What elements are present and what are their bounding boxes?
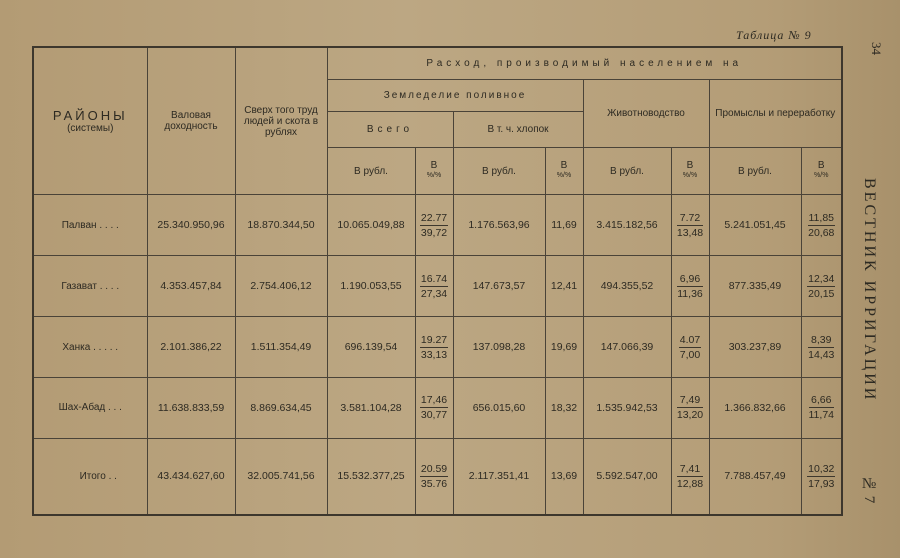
header-cotton-pct: [545, 148, 583, 195]
table-row: [33, 256, 842, 317]
pct-a: 19.27: [420, 333, 448, 346]
crafts-pct: [801, 256, 842, 317]
pct-label: В: [817, 160, 825, 172]
livestock-pct: [671, 317, 709, 378]
farming-total-pct: [415, 317, 453, 378]
pct-a: 20.59: [420, 462, 448, 475]
livestock-pct: [671, 377, 709, 438]
crafts-pct: [801, 377, 842, 438]
header-cotton-rub: В рубл.: [453, 148, 545, 195]
pct-b: 11,74: [808, 409, 834, 422]
crafts-pct: [801, 317, 842, 378]
pct-b: 35.76: [420, 477, 448, 490]
pct-a: 8,39: [808, 333, 834, 348]
cotton-pct: 18,32: [545, 377, 583, 438]
regions-title: РАЙОНЫ: [52, 108, 128, 124]
crafts-pct: [801, 195, 842, 256]
livestock-rub: 147.066,39: [583, 317, 671, 378]
pct-a: 7,41: [677, 462, 703, 477]
issue-number: № 7: [861, 476, 877, 504]
pct-b: 14,43: [808, 348, 835, 361]
header-livestock-rub: В рубл.: [583, 148, 671, 195]
regions-subtitle: (системы): [67, 123, 114, 135]
gross-income: 2.101.386,22: [147, 317, 235, 378]
pct-label: В: [686, 160, 694, 172]
livestock-pct: [671, 256, 709, 317]
pct-b: 30,77: [420, 409, 448, 422]
cotton-pct: 19,69: [545, 317, 583, 378]
crafts-rub: 5.241.051,45: [709, 195, 801, 256]
farming-total-rub: 3.581.104,28: [327, 377, 415, 438]
farming-total-rub: 10.065.049,88: [327, 195, 415, 256]
livestock-rub: 1.535.942,53: [583, 377, 671, 438]
header-expenses: Расход, производимый населением на: [327, 47, 842, 79]
pct-b: 20,15: [808, 287, 835, 300]
cotton-rub: 137.098,28: [453, 317, 545, 378]
livestock-rub: 494.355,52: [583, 256, 671, 317]
pct-a: 4.07: [679, 333, 701, 346]
pct-b: 39,72: [420, 226, 448, 239]
gross-income: 25.340.950,96: [147, 195, 235, 256]
pct-a: 16.74: [420, 272, 448, 285]
crafts-rub: 7.788.457,49: [709, 438, 801, 515]
header-gross-income: Валовая доходность: [147, 47, 235, 195]
labor-cost: 1.511.354,49: [235, 317, 327, 378]
region-name: Газават . . . .: [33, 256, 147, 317]
header-total-pct: [415, 148, 453, 195]
pct-b: 13,20: [676, 409, 704, 422]
header-labor-cost: Сверх того труд людей и скота в рублях: [235, 47, 327, 195]
farming-total-rub: 696.139,54: [327, 317, 415, 378]
labor-cost: 32.005.741,56: [235, 438, 327, 515]
table-row: [33, 317, 842, 378]
cotton-pct: 13,69: [545, 438, 583, 515]
farming-total-rub: 1.190.053,55: [327, 256, 415, 317]
cotton-pct: 12,41: [545, 256, 583, 317]
pct-unit: %/%: [814, 172, 829, 180]
pct-unit: %/%: [556, 172, 572, 180]
pct-unit: %/%: [682, 172, 698, 180]
labor-cost: 8.869.634,45: [235, 377, 327, 438]
table-row: [33, 195, 842, 256]
region-name: Ханка . . . . .: [33, 317, 147, 378]
pct-a: 17,46: [420, 394, 448, 407]
cotton-rub: 1.176.563,96: [453, 195, 545, 256]
pct-b: 7,00: [679, 348, 701, 361]
farming-total-pct: [415, 256, 453, 317]
livestock-pct: [671, 438, 709, 515]
farming-total-pct: [415, 195, 453, 256]
livestock-rub: 3.415.182,56: [583, 195, 671, 256]
pct-b: 27,34: [420, 287, 448, 300]
header-total-rub: В рубл.: [327, 148, 415, 195]
pct-b: 13,48: [676, 226, 704, 239]
pct-unit: %/%: [426, 172, 442, 180]
journal-title: ВЕСТНИК ИРРИГАЦИИ: [861, 178, 878, 403]
crafts-pct: [801, 438, 842, 515]
region-name: Шах-Абад . . .: [33, 377, 147, 438]
pct-a: 12,34: [808, 272, 835, 285]
header-crafts: Промыслы и переработку: [709, 79, 842, 147]
cotton-rub: 2.117.351,41: [453, 438, 545, 515]
table-row: [33, 377, 842, 438]
pct-a: 10,32: [808, 462, 835, 475]
cotton-rub: 147.673,57: [453, 256, 545, 317]
pct-a: 22.77: [420, 211, 448, 224]
crafts-rub: 1.366.832,66: [709, 377, 801, 438]
labor-cost: 2.754.406,12: [235, 256, 327, 317]
pct-a: 6,96: [677, 272, 703, 287]
pct-a: 7.72: [677, 211, 703, 226]
pct-b: 33,13: [420, 348, 448, 361]
pct-a: 7,49: [677, 393, 703, 408]
cotton-rub: 656.015,60: [453, 377, 545, 438]
region-name: Палван . . . .: [33, 195, 147, 256]
statistics-table: [32, 46, 843, 516]
gross-income: 4.353.457,84: [147, 256, 235, 317]
gross-income: 43.434.627,60: [147, 438, 235, 515]
header-livestock: Животноводство: [583, 79, 709, 147]
table-label: Таблица № 9: [736, 28, 812, 42]
pct-b: 11,36: [677, 287, 703, 300]
pct-a: 6,66: [809, 393, 835, 408]
header-regions: [33, 47, 147, 195]
crafts-rub: 303.237,89: [709, 317, 801, 378]
pct-label: В: [560, 160, 568, 172]
header-crafts-pct: [801, 148, 842, 195]
pct-b: 17,93: [808, 477, 835, 490]
header-cotton: В т. ч. хлопок: [453, 111, 583, 147]
total-label: Итого . .: [33, 438, 147, 515]
farming-total-pct: [415, 438, 453, 515]
page-number: 34: [869, 42, 884, 55]
farming-total-rub: 15.532.377,25: [327, 438, 415, 515]
header-livestock-pct: [671, 148, 709, 195]
livestock-rub: 5.592.547,00: [583, 438, 671, 515]
header-farming-total: Всего: [327, 111, 453, 147]
header-crafts-rub: В рубл.: [709, 148, 801, 195]
pct-a: 11,85: [808, 211, 834, 224]
cotton-pct: 11,69: [545, 195, 583, 256]
gross-income: 11.638.833,59: [147, 377, 235, 438]
pct-label: В: [430, 160, 438, 172]
crafts-rub: 877.335,49: [709, 256, 801, 317]
pct-b: 20,68: [808, 226, 835, 239]
total-row: [33, 438, 842, 515]
header-farming: Земледелие поливное: [327, 79, 583, 111]
labor-cost: 18.870.344,50: [235, 195, 327, 256]
livestock-pct: [671, 195, 709, 256]
pct-b: 12,88: [676, 477, 704, 490]
farming-total-pct: [415, 377, 453, 438]
